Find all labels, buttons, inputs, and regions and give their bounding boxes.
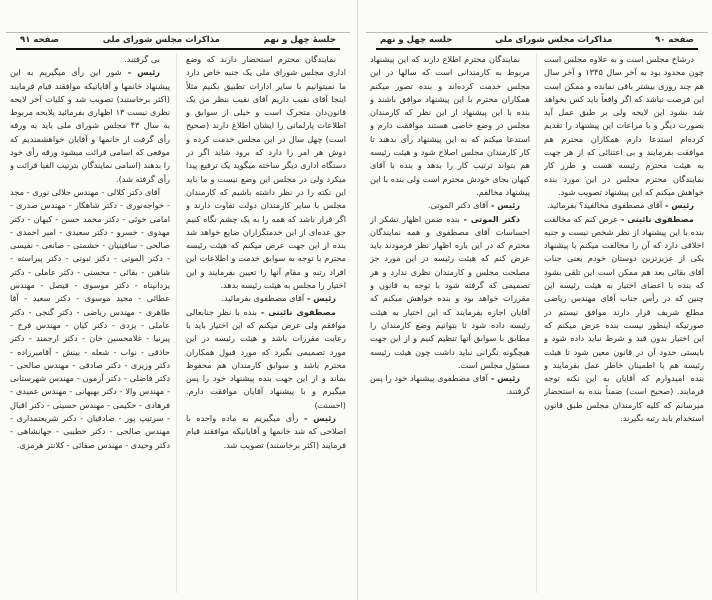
- paragraph: [370, 372, 530, 399]
- page-header: [366, 33, 708, 47]
- paragraph-text: نمایندگان محترم اطلاع دارند که این پیشنهاد مربوط به کارمندانی است که سالها در این مجلس خدمت کرده‌اند و بنده تصور میکنم همکاران محترم با این پیشنهاد موافق باشند و بنده با این پیشنهاد از این نظر که کارمندان مجلس در وضع خاصی هستند موافقت دارم و استدعا میکنم که به این پیشنهاد رأی بدهند تا کار کارمندان مجلس اصلاح شود و هیئت رئیسه هم بتواند ترتیب کار را بدهد و بنده با آقای کیهان بجای خودش محترم است ولی بنده با این پیشنهاد مخالفم.: [370, 54, 530, 197]
- page-gutter: [357, 0, 358, 600]
- paragraph: [10, 186, 170, 452]
- session-title: جلسه چهل و نهم: [380, 35, 453, 45]
- header-rule: [376, 48, 698, 50]
- column-divider: [176, 53, 177, 593]
- speaker-name: رئیس -: [487, 373, 520, 384]
- speaker-name: رئیس -: [121, 67, 160, 78]
- paragraph-text: آقای مصطفوی مخالفید؟ بفرمائید.: [546, 200, 663, 211]
- speaker-name: مصطفوی نائینی -: [618, 213, 694, 224]
- speaker-name: دکتر الموتی -: [459, 213, 520, 224]
- text-column-right: [186, 53, 346, 593]
- paragraph-text: نمایندگان محترم استحضار دارند که وضع اداری مجلس شورای ملی یک جنبه خاص دارد ما نمیتوانیم با سایر ادارات تطبیق بکنیم مثلاً اینجا آقای نقیب داریم آقای نقیب بنظر من یک قانون‌دان متحرک است و خیلی از سوابق و اطلاعات پارلمانی را ایشان اطلاع دارند (صحیح است) چهل سال در این مجلس خدمت کرده و دوش هر امر را دارد که برود شاید اگر در دستگاه اداری دیگر ساخته میگوید یک ترفیع پیدا میکرد ولی در مجلس این وضع نیست و ما باید این نکته را در نظر داشته باشیم که کارمندان مجلس با سایر کارمندان دولت تفاوت دارند و اگر قرار باشد که همه را به یک چشم نگاه کنیم حق عده‌ای از این خدمتگزاران ضایع خواهد شد بنده از این جهت عرض میکنم که هیئت رئیسه محترم با توجه به سوابق خدمت و اطلاعات این افراد رتبه و مقام آنها را تعیین بفرمایند و این اختیار را مجلس به هیئت رئیسه بدهد.: [186, 54, 346, 291]
- paragraph: [186, 53, 346, 292]
- text-column-right: [544, 53, 704, 593]
- speaker-name: رئیس -: [304, 293, 336, 304]
- paragraph: [370, 53, 530, 199]
- column-divider: [536, 53, 537, 593]
- paragraph-text: آقای مصطفوی پیشنهاد خود را پس گرفتند.: [370, 373, 530, 397]
- paragraph-text: عرض کنم که مخالفت بنده با این پیشنهاد از نظر شخص نیست و جنبه اخلاقی دارد که آن را مخالفت میکنم با پیشنهاد یکی از عزیزترین دوستان خودم یعنی جناب آقای بقائی بعد هم ممکن است این تلقی بشود که بنده با اعضای اختیار به هیئت رئیسه این چنین که در رأس جناب آقای مهندس ریاضی مطلع شریف قرار دارند موافق نیستم در صورتیکه اینطور نیست بنده عرض میکنم که این اختیار بدون قید و شرط نباید داده شود و بایستی حدود آن در قانون معین شود تا هیئت رئیسه هم با اطمینان خاطر عمل بفرمایند و بنده امیدوارم که آقایان به این نکته توجه فرمایند. (صحیح است) ضمناً بنده به استحضار میرسانم که کلیه کارمندان مجلس طبق قانون استخدام باید رتبه بگیرند.: [544, 213, 704, 424]
- paragraph-text: آقای دکتر الموتی.: [427, 200, 489, 211]
- paragraph: [10, 53, 170, 66]
- paragraph-text: درشاخ مجلس است و به علاوه مجلس است چون محدود بود به آخر سال ۱۳۴۵ و آخر سال هم چند روزی بیشتر باقی نمانده و ممکن است این فرصت نباشد که اگر واقعاً باید کس بخواهد شد بشود این لایحه ولی بر طبق عمل آید بصورت دیگر و با مراعات این پیشنهاد را تقدیم کرده‌ام استدعا دارم همکاران محترم هم موافقت بفرمایند و بی اعتنائی که از هر جهت به هیئت محترم رئیسه هست و طرز کار نمایندگان محترم مجلس در این مورد بنده خواهش میکنم که این پیشنهاد تصویب شود.: [544, 54, 704, 197]
- speaker-name: رئیس -: [298, 413, 336, 424]
- journal-title: مذاکرات مجلس شورای ملی: [495, 35, 613, 45]
- paragraph-text: آقای دکتر کلالی - مهندس جلالی نوری - مجد - خواجه‌نوری - دکتر شاهکار - مهندس صدری - امامی خوئی - دکتر محمد حسن - کیهان - دکتر مهدوی - خسرو - دکتر سعیدی - امیر احمدی - صالحی - ساقینیان - حشمتی - صانعی - نفیسی - دکتر الموتی - دکتر ثبوتی - دکتر پیراسته - شاهین - بقائی - محسنی - دکتر عاملی - دکتر یزدانپناه - دکتر موسوی - فیصل - مهندس عطائی - مجید موسوی - دکتر سعید - آقا طاهری - مهندس ریاضی - دکتر گنجی - دکتر عاملی - یزدی - دکتر کیان - مهندس فرخ - پیرنیا - غلامحسین خان - دکتر ارجمند - دکتر حاذقی - نواب - شعله - بینش - آقامیرزاده - دکتر وزیری - دکتر صادقی - مهندس صالحی - دکتر فاضلی - دکتر آزمون - مهندس شهرستانی - مهندس والا - دکتر بهبهانی - مهندس عمیدی - فرهادی - حکیمی - مهندس حسینی - دکتر اقبال - سرتیپ پور - صادقیان - دکتر شریعتمداری - مهندس صالحی - دکتر خطیبی - جهانشاهی - دکتر وحیدی - مهندس صفائی - کلانتر هرمزی.: [10, 186, 170, 450]
- page-header: [6, 33, 350, 47]
- speaker-name: رئیس -: [488, 200, 520, 211]
- paragraph: [186, 306, 346, 412]
- paragraph: [370, 199, 530, 212]
- paragraph: [10, 66, 170, 186]
- speaker-name: مصطفوی نائینی -: [256, 306, 336, 317]
- text-column-left: [10, 53, 170, 593]
- paragraph: [544, 199, 704, 212]
- page-number: صفحه ۹۰: [655, 35, 694, 45]
- text-column-left: [370, 53, 530, 593]
- paragraph-text: رأی میگیریم به ماده واحده با اصلاحی که شد خانمها و آقایانیکه موافقند قیام فرمایند (اکثر برخاستند) تصویب شد.: [186, 413, 346, 450]
- speaker-name: رئیس -: [662, 200, 694, 211]
- paragraph: [186, 292, 346, 305]
- paragraph-text: بنده با نظر جنابعالی موافقم ولی عرض میکنم که این اختیار باید با رعایت مقررات باشد و هیئت رئیسه در این مورد تصمیمی بگیرد که مورد قبول همکاران محترم باشد و سوابق کارمندان هم محفوظ بماند و از این جهت بنده پیشنهاد خود را پس میگیرم و با پیشنهاد آقایان موافقت دارم. (احسنت): [186, 306, 346, 410]
- right-page: [366, 0, 708, 600]
- paragraph: [186, 412, 346, 452]
- session-title: جلسهٔ چهل و نهم: [263, 35, 336, 45]
- journal-title: مذاکرات مجلس شورای ملی: [102, 35, 220, 45]
- paragraph-text: آقای مصطفوی بفرمائید.: [221, 293, 305, 304]
- paragraph-text: بنده ضمن اظهار تشکر از احساسات آقای مصطفوی و همه نمایندگان محترم که در این باره اظهار نظر فرمودند باید عرض کنم که هیئت رئیسه در این مورد جز مصلحت مجلس و کارمندان نظری ندارد و هر تصمیمی که گرفته شود با توجه به قانون و مقررات خواهد بود و بنده خواهش میکنم که آقایان اجازه بفرمایند که این اختیار به هیئت رئیسه داده شود تا بتوانیم وضع کارمندان را مطابق با سوابق آنها تنظیم کنیم و از این جهت هیچگونه نگرانی نباید داشت چون هیئت رئیسه مسئول مجلس است.: [370, 213, 530, 370]
- paragraph: [544, 213, 704, 426]
- page-number: صفحه ۹۱: [20, 35, 59, 45]
- left-page: [6, 0, 350, 600]
- paragraph-text: بی گرفتند.: [124, 54, 160, 64]
- paragraph: [544, 53, 704, 199]
- paragraph: [370, 213, 530, 373]
- header-rule: [16, 48, 340, 50]
- paragraph-text: شور این رأی میگیریم به این پیشنهاد خانمها و آقایانیکه موافقند قیام فرمایند (اکثر برخاستند) تصویب شد و کلیات آخر لایحه نظری نیست ۱۳ اظهاری بفرمائید بلایحه مربوط به سال ۴۳ مجلس شورای ملی باید به ورقه رأی گرفت از خانمها و آقایان خواهشمندیم که موقعی که اسامی قرائت میشود ورقه رأی خود را بدهند (اسامی نمایندگان بترتیب الفبا قرائت و رأی گرفته شد).: [10, 67, 170, 184]
